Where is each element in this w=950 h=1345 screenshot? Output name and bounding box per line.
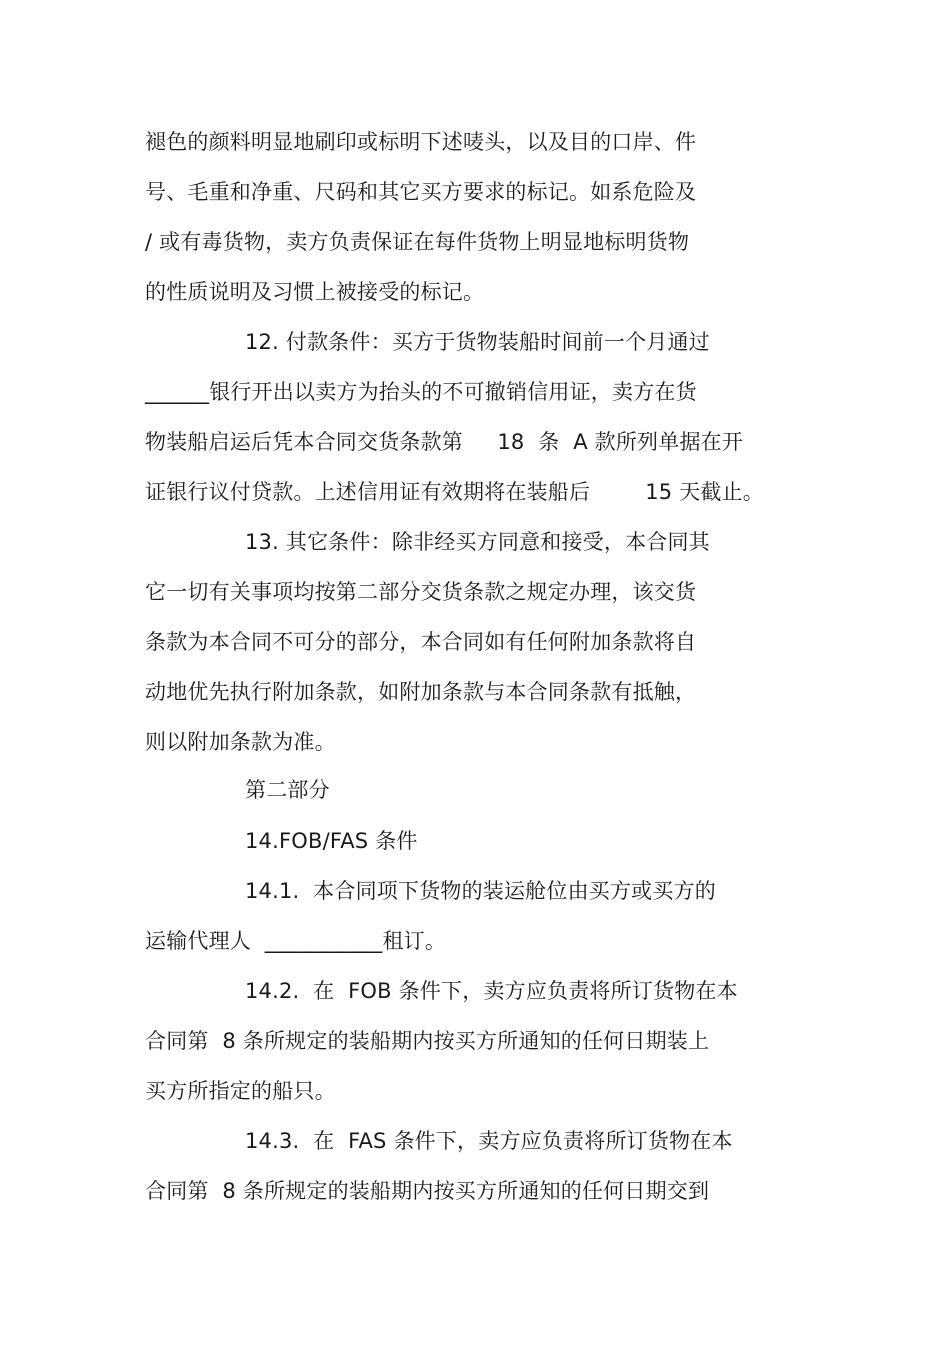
clause-12-heading: 12. 付款条件：买方于货物装船时间前一个月通过	[245, 330, 710, 354]
text-line: 合同第 8 条所规定的装船期内按买方所通知的任何日期装上	[145, 1029, 710, 1053]
text-line: 的性质说明及习惯上被接受的标记。	[145, 280, 485, 304]
clause-14-heading: 14.FOB/FAS 条件	[245, 829, 418, 853]
text-line: / 或有毒货物，卖方负责保证在每件货物上明显地标明货物	[145, 230, 690, 254]
clause-14-1: 14.1. 本合同项下货物的装运舱位由买方或买方的	[245, 879, 716, 903]
text-line: 褪色的颜料明显地刷印或标明下述唛头，以及目的口岸、件	[145, 130, 697, 154]
text-line: 则以附加条款为准。	[145, 730, 336, 754]
text-line: 证银行议付贷款。上述信用证有效期将在装船后 15 天截止。	[145, 480, 764, 504]
clause-14-3: 14.3. 在 FAS 条件下，卖方应负责将所订货物在本	[245, 1129, 733, 1153]
text-line: 买方所指定的船只。	[145, 1079, 336, 1103]
text-line: 号、毛重和净重、尺码和其它买方要求的标记。如系危险及	[145, 180, 697, 204]
text-line: 条款为本合同不可分的部分，本合同如有任何附加条款将自	[145, 630, 697, 654]
text-line: 动地优先执行附加条款，如附加条款与本合同条款有抵触，	[145, 680, 697, 704]
text-line: 运输代理人 ___________租订。	[145, 929, 447, 953]
part-two-heading: 第二部分	[245, 778, 330, 802]
text-line: 它一切有关事项均按第二部分交货条款之规定办理，该交货	[145, 580, 697, 604]
text-line: 物装船启运后凭本合同交货条款第 18 条 A 款所列单据在开	[145, 430, 744, 454]
text-line: 合同第 8 条所规定的装船期内按买方所通知的任何日期交到	[145, 1179, 710, 1203]
clause-14-2: 14.2. 在 FOB 条件下，卖方应负责将所订货物在本	[245, 979, 738, 1003]
clause-13-heading: 13. 其它条件：除非经买方同意和接受，本合同其	[245, 530, 710, 554]
text-line: ______银行开出以卖方为抬头的不可撤销信用证，卖方在货	[145, 380, 697, 404]
